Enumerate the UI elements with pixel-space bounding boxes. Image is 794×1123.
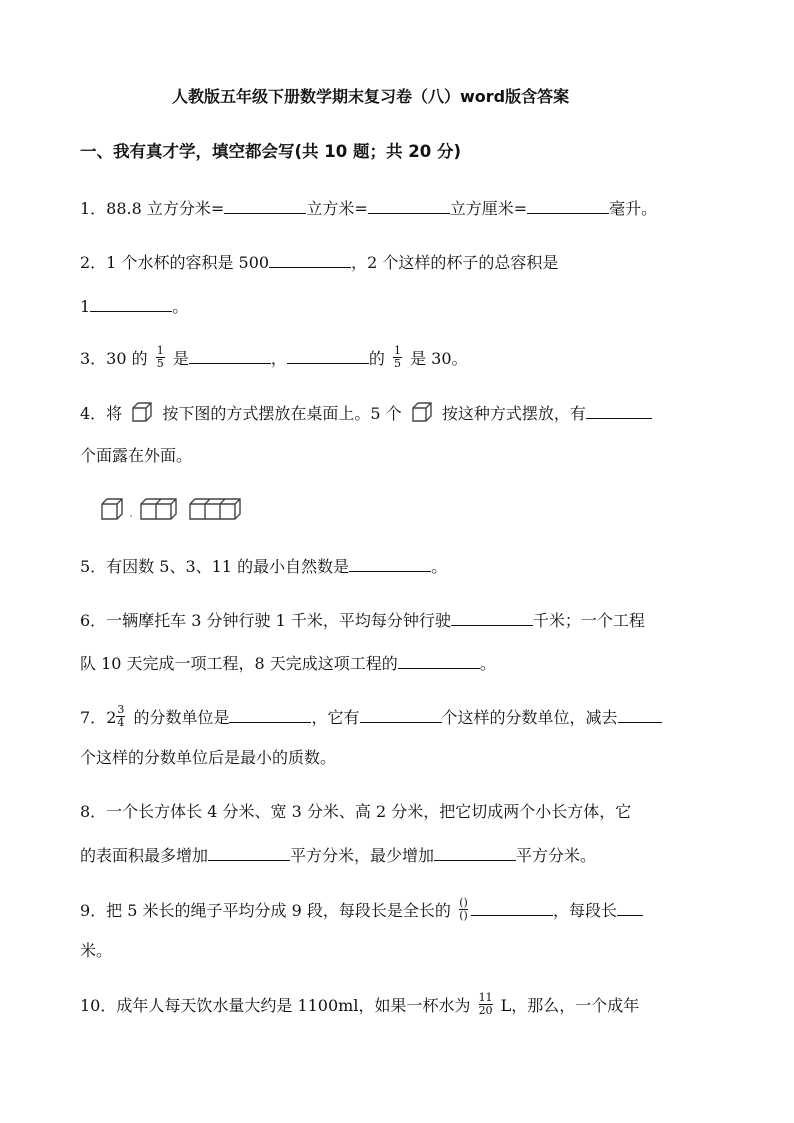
page-title: 人教版五年级下册数学期末复习卷（八）word版含答案 xyxy=(172,87,570,106)
fraction-eleven-twentieths: $\frac{11}{20}$ xyxy=(478,991,493,1017)
fraction-one-fifth-2: $\frac{1}{5}$ xyxy=(393,344,401,370)
blank-8b[interactable] xyxy=(434,843,516,861)
question-9-line2: 米。 xyxy=(80,941,113,960)
blank-6b[interactable] xyxy=(398,651,480,669)
blank-7c[interactable] xyxy=(618,705,662,723)
question-8-line2: 的表面积最多增加 平方分米，最少增加 平方分米。 xyxy=(80,843,596,868)
question-10: 10．成年人每天饮水量大约是 1100ml，如果一杯水为 $\frac{11}{20}$ L，那么，一个成年 xyxy=(80,991,640,1017)
question-2: 2．1 个水杯的容积是 500 ，2 个这样的杯子的总容积是 xyxy=(80,250,558,275)
blank-1c[interactable] xyxy=(527,196,609,214)
blank-3a[interactable] xyxy=(189,346,271,364)
mixed-number-whole: 2 xyxy=(106,708,117,727)
question-7: 7．2 $\frac{3}{4}$ 的分数单位是 ，它有 个这样的分数单位，减去 xyxy=(80,705,662,731)
cube-icon-2 xyxy=(411,401,433,423)
cube-arrangement-figure xyxy=(100,496,245,522)
blank-1b[interactable] xyxy=(368,196,450,214)
blank-1a[interactable] xyxy=(224,196,306,214)
blank-7a[interactable] xyxy=(229,705,311,723)
fraction-empty: $\frac{()}{()}$ xyxy=(459,896,468,922)
question-4-line2: 个面露在外面。 xyxy=(80,446,193,465)
question-1: 1．88.8 立方分米= 立方米= 立方厘米= 毫升。 xyxy=(80,196,657,221)
question-9: 9．把 5 米长的绳子平均分成 9 段，每段长是全长的 $\frac{()}{()}$ ，每段长 xyxy=(80,898,643,924)
question-7-line2: 个这样的分数单位后是最小的质数。 xyxy=(80,748,337,767)
blank-5[interactable] xyxy=(349,554,431,572)
question-6: 6．一辆摩托车 3 分钟行驶 1 千米，平均每分钟行驶 千米；一个工程 xyxy=(80,608,645,633)
blank-8a[interactable] xyxy=(208,843,290,861)
blank-9a[interactable] xyxy=(471,898,553,916)
blank-2a[interactable] xyxy=(269,250,351,268)
question-4: 4．将 按下图的方式摆放在桌面上。5 个 按这种方式摆放，有 xyxy=(80,401,652,426)
blank-7b[interactable] xyxy=(360,705,442,723)
fraction-one-fifth: $\frac{1}{5}$ xyxy=(156,344,164,370)
cube-icon xyxy=(131,401,153,423)
blank-4[interactable] xyxy=(586,401,652,419)
question-8: 8．一个长方体长 4 分米、宽 3 分米、高 2 分米，把它切成两个小长方体，它 xyxy=(80,802,632,821)
question-3: 3．30 的 $\frac{1}{5}$ 是 ， 的 $\frac{1}{5}$ 是 30。 xyxy=(80,344,468,370)
fraction-three-fourths: $\frac{3}{4}$ xyxy=(117,703,125,729)
section-heading: 一、我有真才学，填空都会写(共 10 题；共 20 分) xyxy=(80,142,461,161)
question-2-line2: 1 。 xyxy=(80,294,188,319)
question-5: 5．有因数 5、3、11 的最小自然数是 。 xyxy=(80,554,447,579)
question-6-line2: 队 10 天完成一项工程，8 天完成这项工程的 。 xyxy=(80,651,496,676)
blank-2b[interactable] xyxy=(90,294,172,312)
blank-6a[interactable] xyxy=(451,608,533,626)
blank-9b[interactable] xyxy=(617,898,643,916)
blank-3b[interactable] xyxy=(287,346,369,364)
